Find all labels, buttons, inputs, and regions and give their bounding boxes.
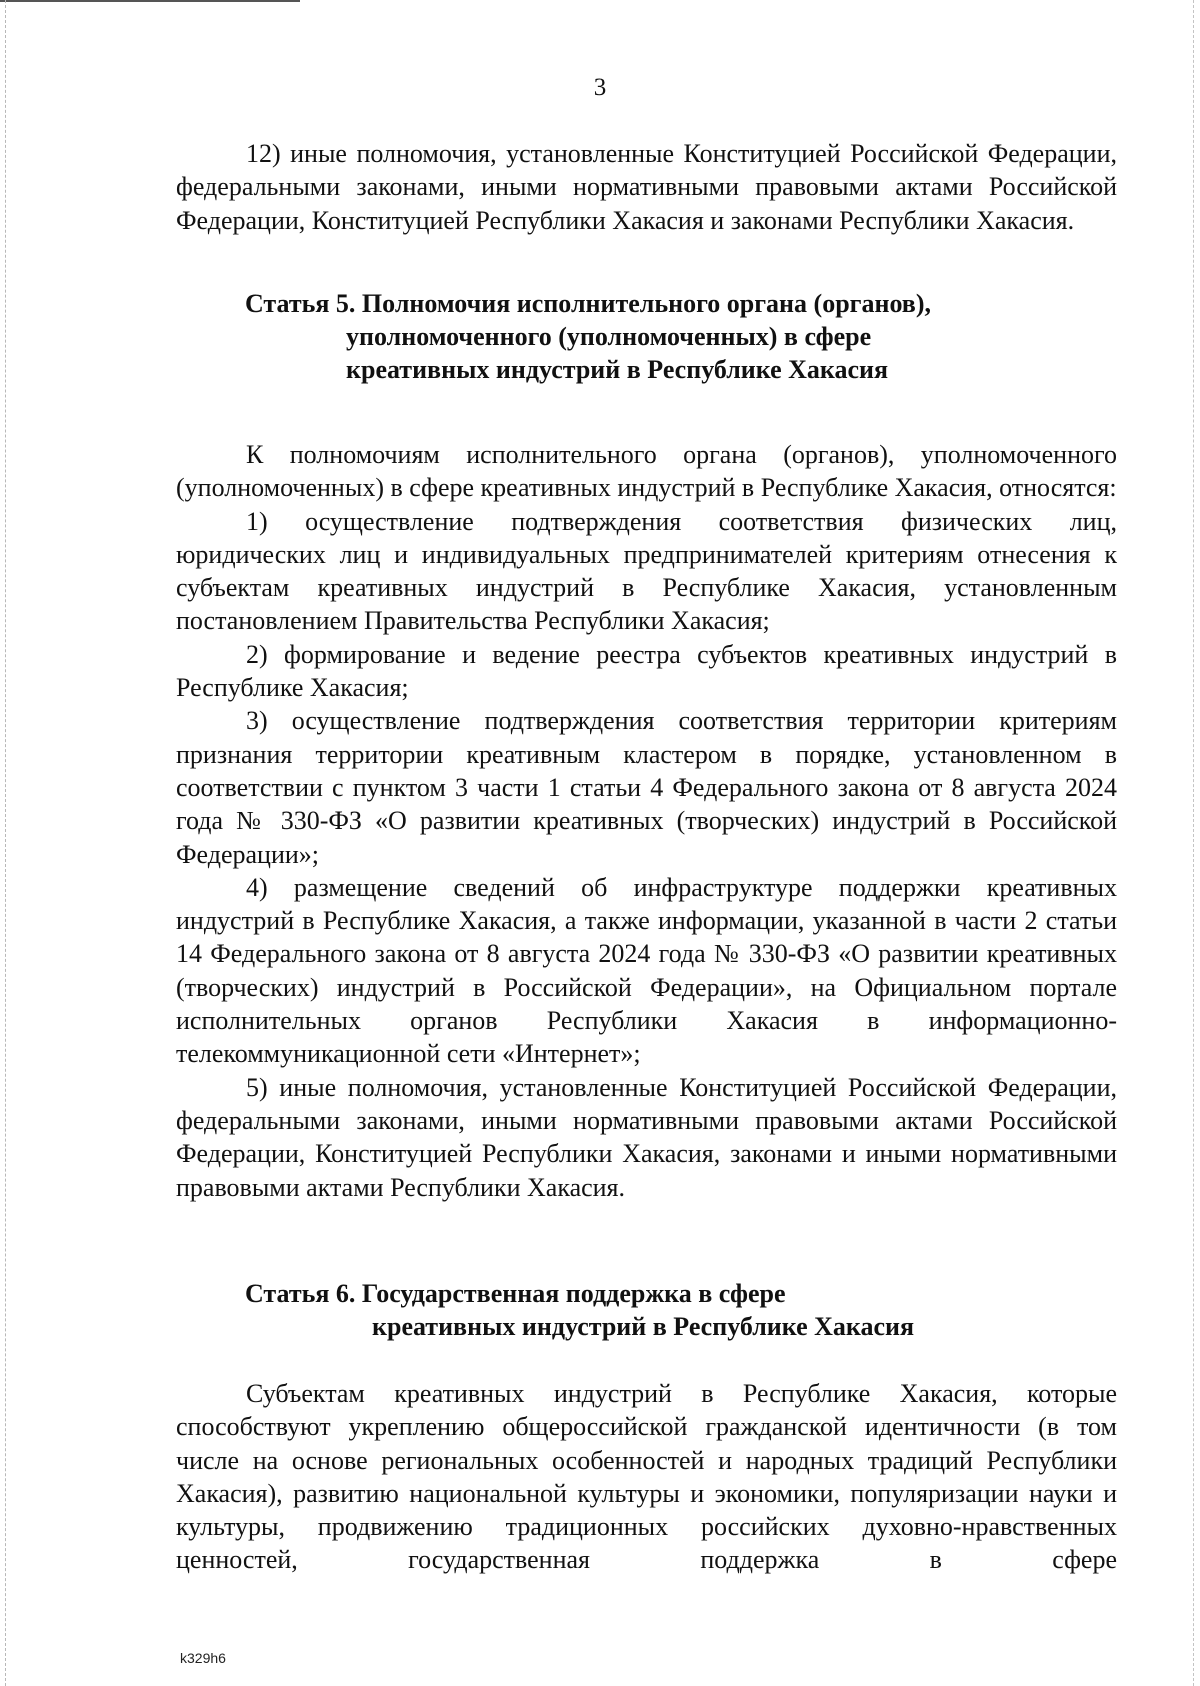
article6-heading-line2: креативных индустрий в Республике Хакасия [372,1312,915,1341]
article5-heading-line1: Статья 5. Полномочия исполнительного органа (органов), [245,289,931,318]
article5-heading-line2: уполномоченного (уполномоченных) в сфере [346,322,872,351]
article5-lead: К полномочиям исполнительного органа (органов), уполномоченного (уполномоченных) в сфере креативных индустрий в Республике Хакасия, относятся: [176,440,1117,503]
footer-document-code: k329h6 [180,1650,226,1666]
article5-item-3: 3) осуществление подтверждения соответствия территории критериям признания территории креативным кластером в порядке, установленном в соответствии с пунктом 3 части 1 статьи 4 Федерального закона от 8 августа 2024 года № 330-ФЗ «О развитии креативных (творческих) индустрий в Российской Федерации»; [176,706,1117,869]
article5-item-1: 1) осуществление подтверждения соответствия физических лиц, юридических лиц и индивидуальных предпринимателей критериям отнесения к субъектам креативных индустрий в Республике Хакасия, установленным постановлением Правительства Республики Хакасия; [176,506,1117,636]
article5-item-4: 4) размещение сведений об инфраструктуре поддержки креативных индустрий в Республике Хакасия, а также информации, указанной в части 2 статьи 14 Федерального закона от 8 августа 2024 года № 330-ФЗ «О развитии креативных (творческих) индустрий в Российской Федерации», на Официальном портале исполнительных органов Республики Хакасия в информационно-телекоммуникационной сети «Интернет»; [176,872,1117,1069]
page-number: 3 [593,74,607,101]
article5-heading-line3: креативных индустрий в Республике Хакасия [346,355,889,384]
article6-paragraph: Субъектам креативных индустрий в Республике Хакасия, которые способствуют укреплению общероссийской гражданской идентичности (в том числе на основе региональных особенностей и народных традиций Республики Хакасия), развитию национальной культуры и экономики, популяризации науки и культуры, продвижению традиционных российских духовно-нравственных ценностей, государственная поддержка в сфере [176,1379,1117,1575]
article5-body [176,438,1117,1204]
scan-edge-right [1193,0,1194,1686]
article5-item-5: 5) иные полномочия, установленные Конституцией Российской Федерации, федеральными законами, иными нормативными правовыми актами Российской Федерации, Конституцией Республики Хакасия, законами и иными нормативными правовыми актами Республики Хакасия. [176,1072,1117,1202]
scan-artifact-top [0,0,300,2]
article5-item-2: 2) формирование и ведение реестра субъектов креативных индустрий в Республике Хакасия; [176,639,1117,703]
article6-body [176,1377,1117,1577]
article6-heading-line1: Статья 6. Государственная поддержка в сфере [245,1279,786,1308]
scan-edge-left [5,0,6,1686]
intro-item-block [176,137,1117,237]
intro-item-12: 12) иные полномочия, установленные Конституцией Российской Федерации, федеральными законами, иными нормативными правовыми актами Российской Федерации, Конституцией Республики Хакасия и законами Республики Хакасия. [176,139,1117,235]
